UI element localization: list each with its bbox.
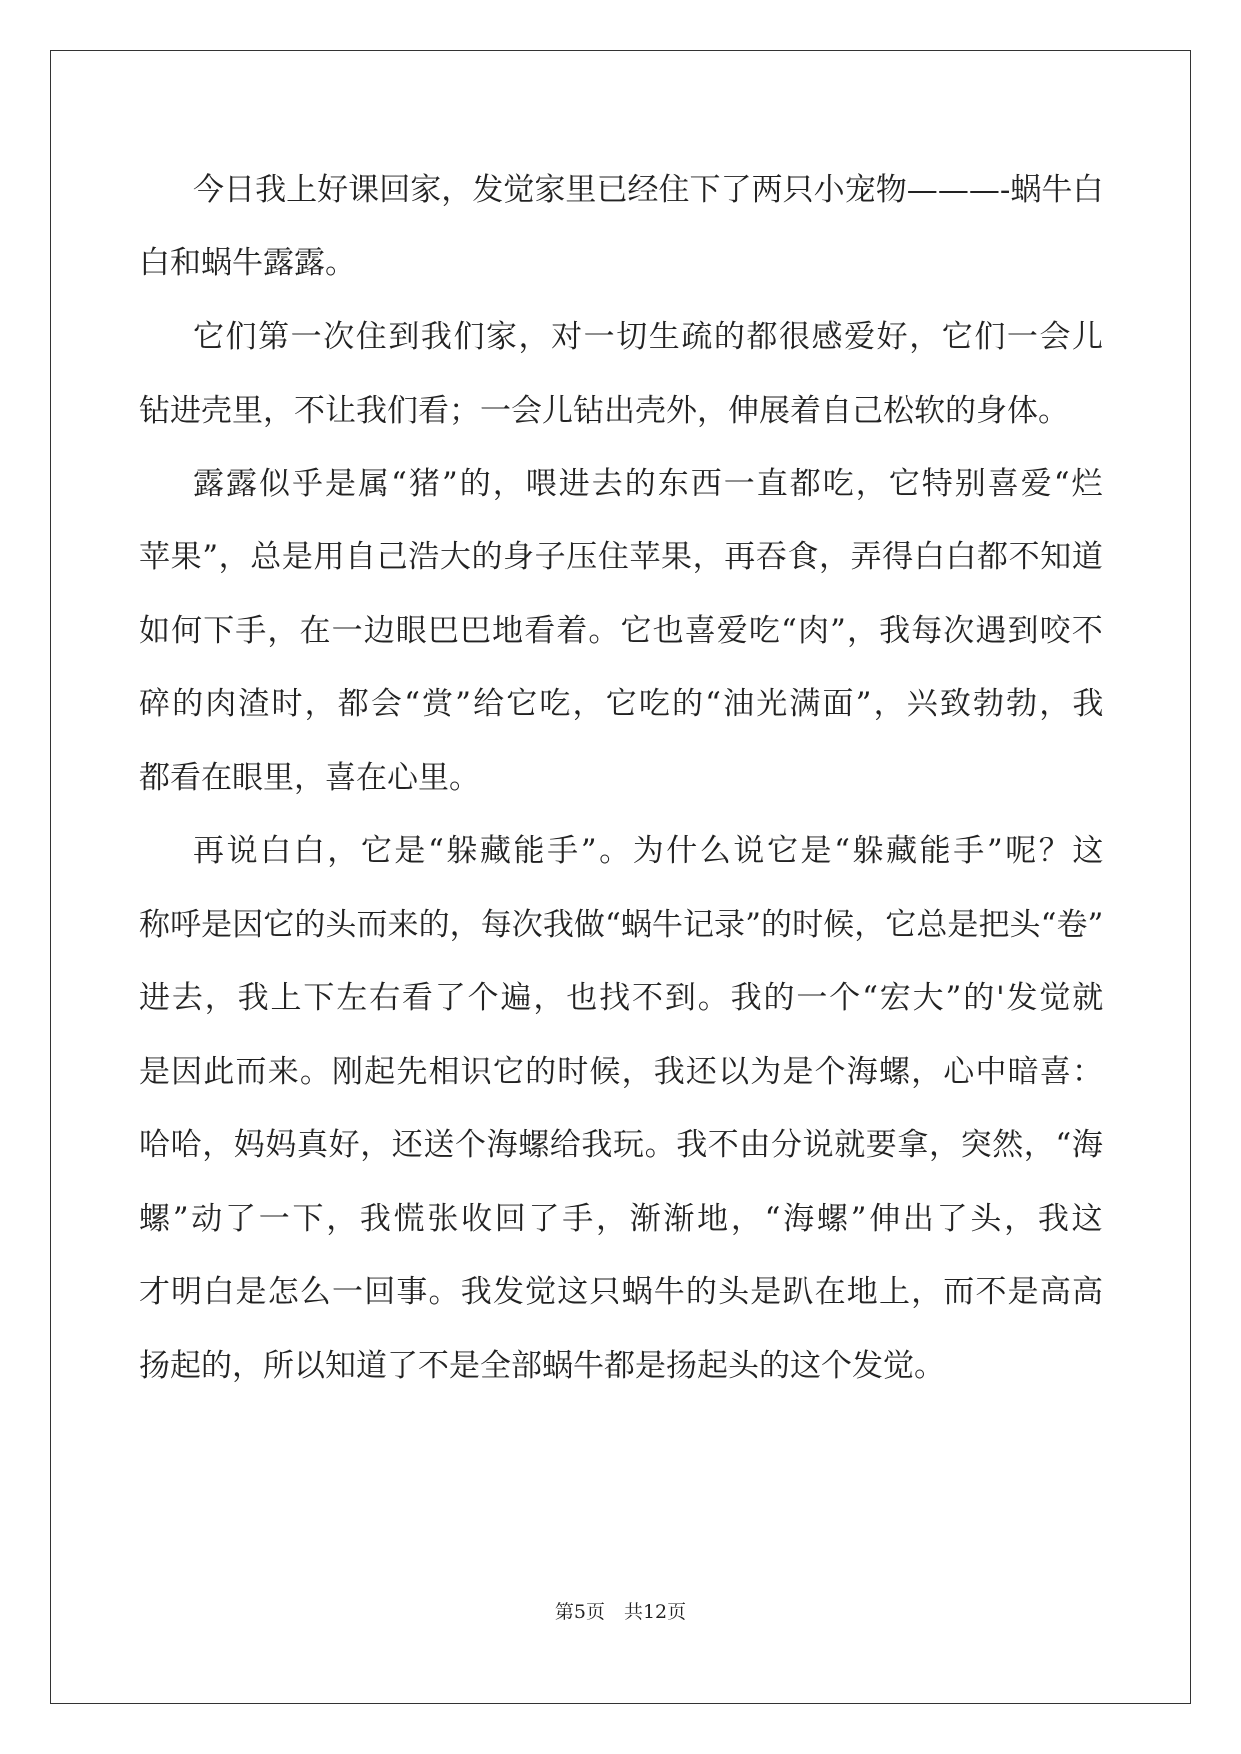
text-line: 都看在眼里，喜在心里。 [139, 760, 480, 796]
page-number-footer: 第5页 共12页 [554, 1601, 687, 1623]
text-line: 今日我上好课回家，发觉家里已经住下了两只小宠物———-蜗牛白 [193, 172, 1104, 208]
text-line: 螺”动了一下，我慌张收回了手，渐渐地，“海螺”伸出了头，我这 [139, 1201, 1106, 1237]
text-line: 是因此而来。刚起先相识它的时候，我还以为是个海螺，心中暗喜： [139, 1054, 1105, 1090]
text-line: 露露似乎是属“猪”的，喂进去的东西一直都吃，它特别喜爱“烂 [193, 466, 1105, 502]
text-line: 再说白白，它是“躲藏能手”。为什么说它是“躲藏能手”呢？这 [193, 833, 1106, 869]
text-line: 才明白是怎么一回事。我发觉这只蜗牛的头是趴在地上，而不是高高 [139, 1274, 1105, 1310]
text-line: 它们第一次住到我们家，对一切生疏的都很感爱好，它们一会儿 [193, 319, 1105, 355]
text-line: 碎的肉渣时，都会“赏”给它吃，它吃的“油光满面”，兴致勃勃，我 [139, 686, 1106, 722]
text-line: 哈哈，妈妈真好，还送个海螺给我玩。我不由分说就要拿，突然，“海 [139, 1127, 1104, 1163]
text-line: 称呼是因它的头而来的，每次我做“蜗牛记录”的时候，它总是把头“卷” [139, 907, 1104, 943]
text-line: 白和蜗牛露露。 [139, 245, 356, 281]
text-line: 如何下手，在一边眼巴巴地看着。它也喜爱吃“肉”，我每次遇到咬不 [139, 613, 1104, 649]
page-border [50, 50, 1191, 1704]
text-line: 扬起的，所以知道了不是全部蜗牛都是扬起头的这个发觉。 [139, 1348, 945, 1384]
text-line: 苹果”，总是用自己浩大的身子压住苹果，再吞食，弄得白白都不知道 [139, 539, 1104, 575]
text-line: 钻进壳里，不让我们看；一会儿钻出壳外，伸展着自己松软的身体。 [139, 393, 1069, 429]
text-line: 进去，我上下左右看了个遍，也找不到。我的一个“宏大”的'发觉就 [139, 980, 1106, 1016]
